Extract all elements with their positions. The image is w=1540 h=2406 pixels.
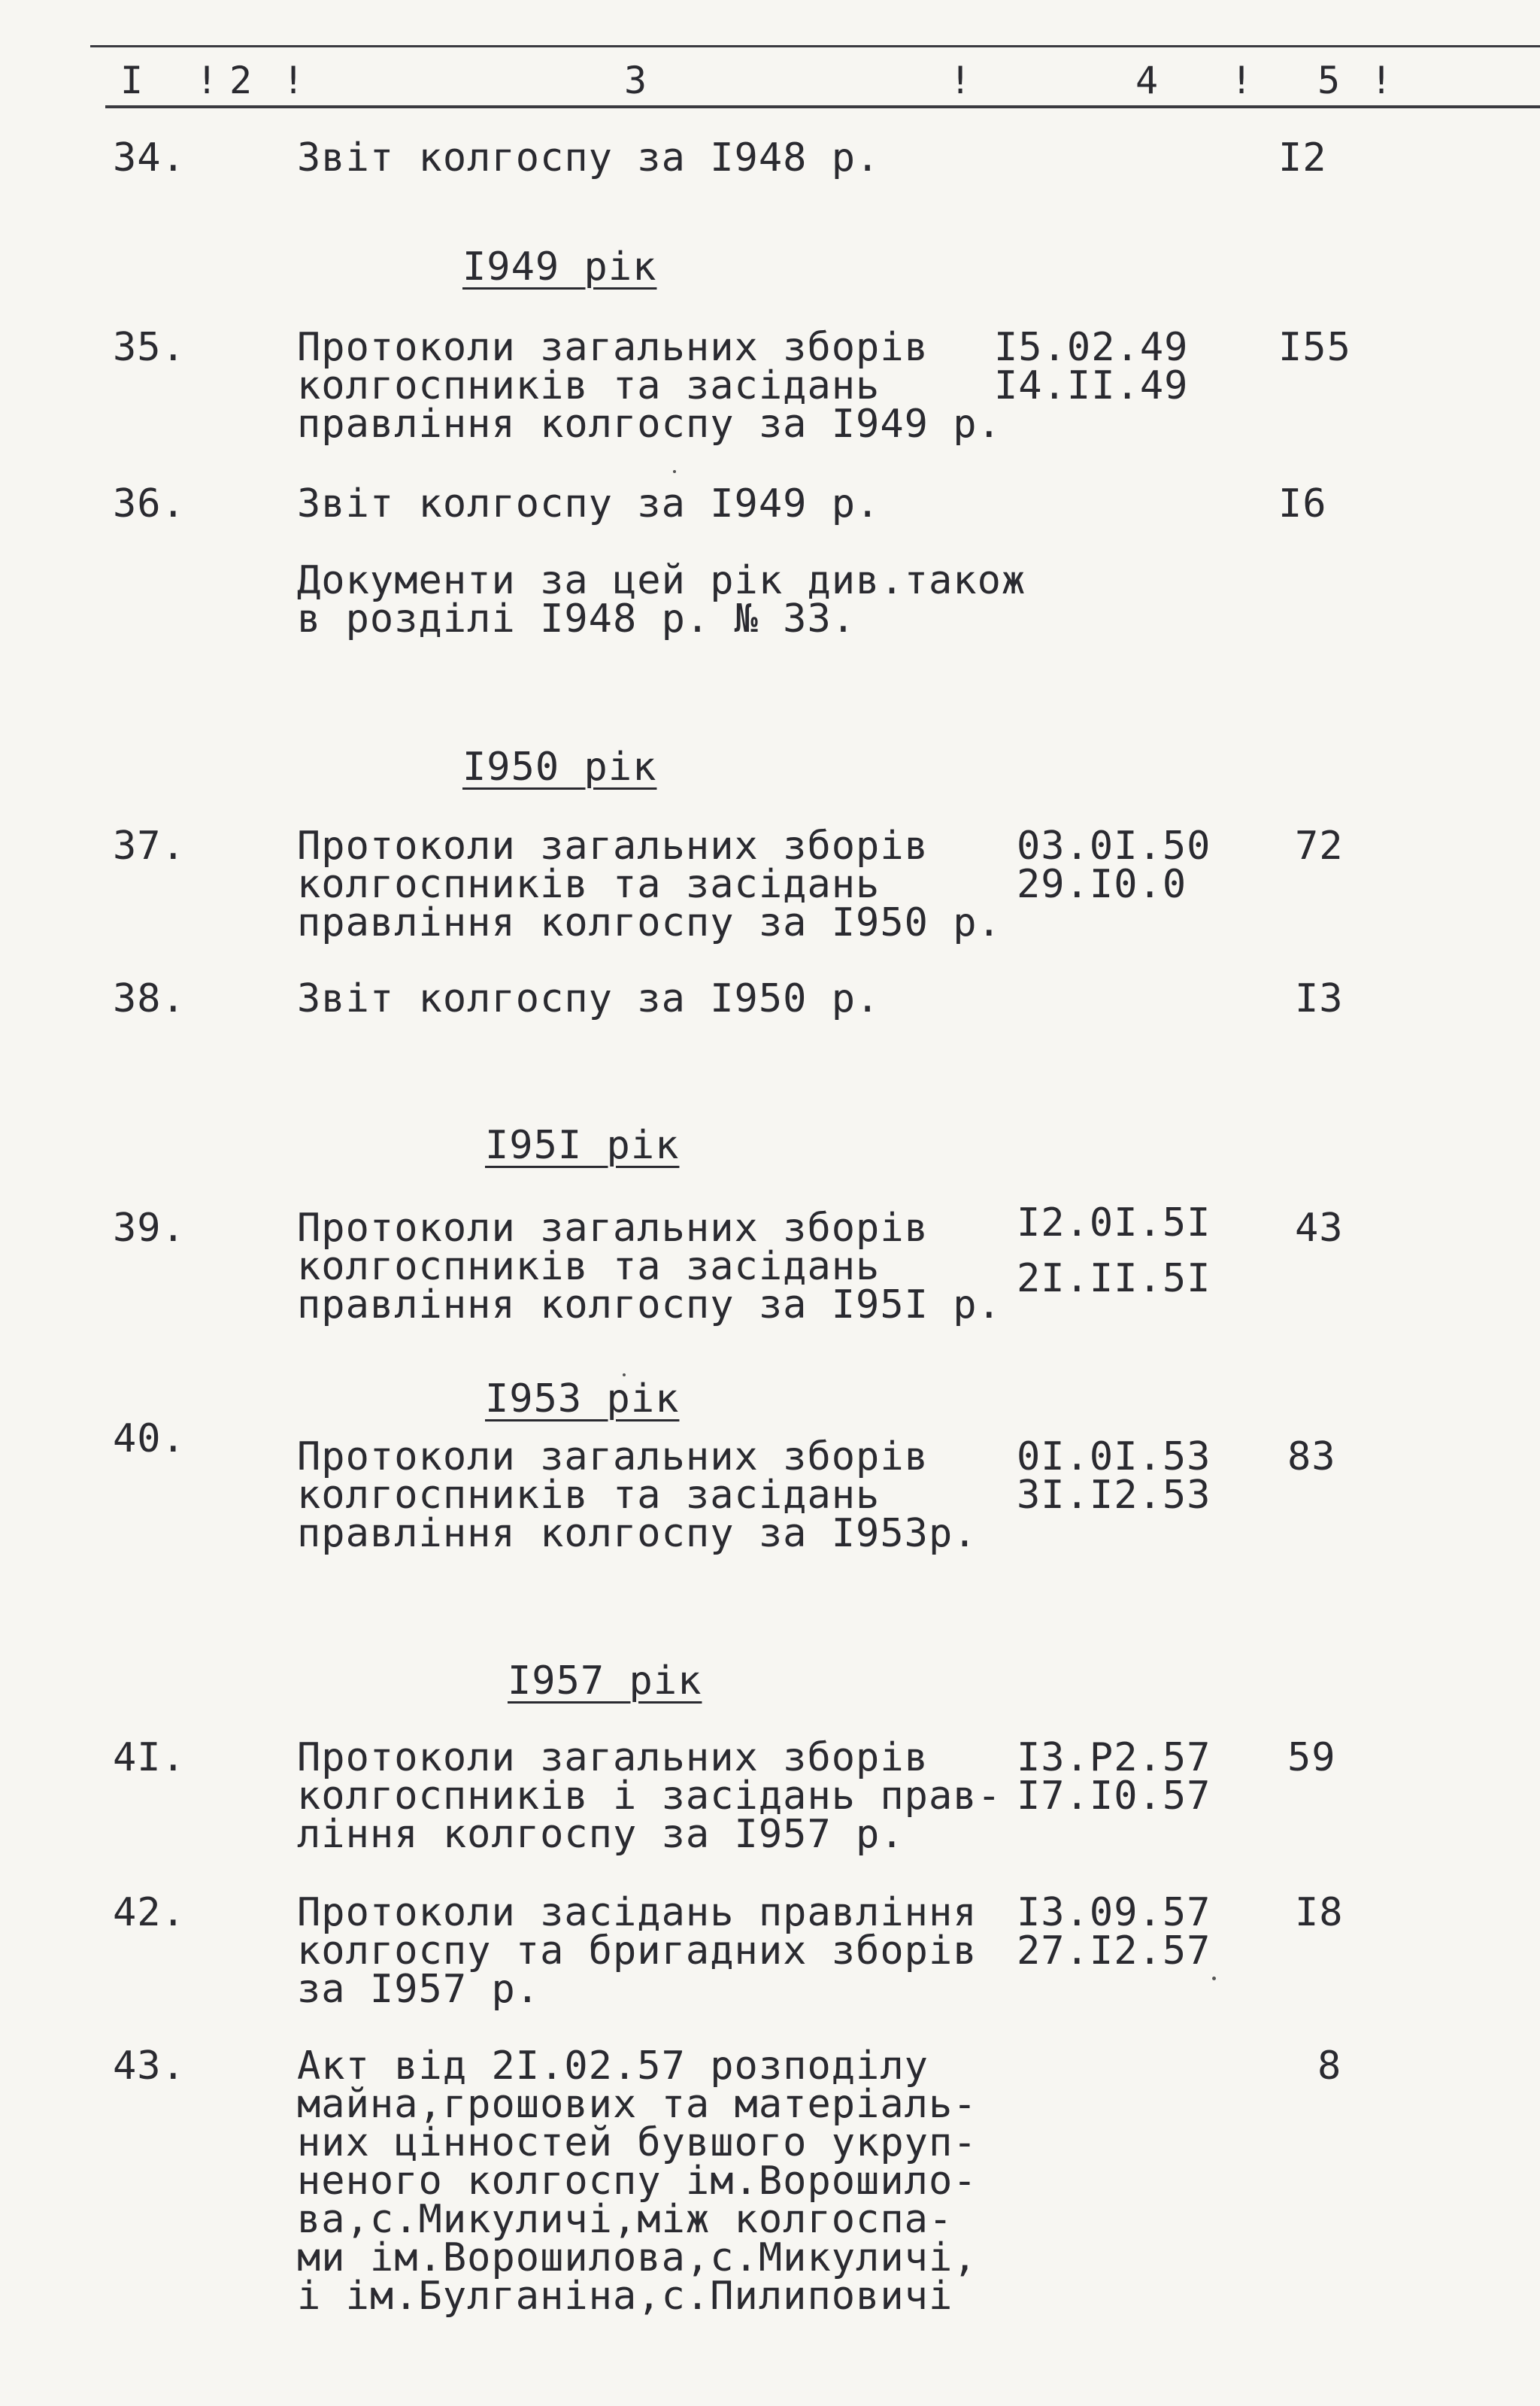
year-heading-1950: I950 рік xyxy=(462,745,657,790)
scan-speck xyxy=(673,470,676,473)
year-heading-1957: I957 рік xyxy=(508,1658,702,1704)
item-pages: 59 xyxy=(1287,1735,1336,1780)
item-number: 43. xyxy=(113,2043,186,2089)
header-col5: 5 xyxy=(1317,59,1341,102)
item-number: 36. xyxy=(113,481,186,526)
header-col4: 4 xyxy=(1135,59,1159,102)
item-pages: 43 xyxy=(1295,1206,1344,1251)
header-top-rule xyxy=(90,45,1540,47)
item-title: Протоколи засідань правління колгоспу та бригадних зборів за I957 р. xyxy=(297,1890,978,2012)
item-title: Протоколи загальних зборів колгоспників та засідань правління колгоспу за I95I р. xyxy=(297,1206,1002,1327)
item-title: Звіт колгоспу за I949 р. xyxy=(297,481,881,526)
year-heading-1949: I949 рік xyxy=(462,244,657,290)
item-number: 40. xyxy=(113,1416,186,1461)
item-number: 38. xyxy=(113,976,186,1021)
item-dates: I3.09.57 27.I2.57 xyxy=(1017,1890,1211,1974)
header-sep1: ! xyxy=(196,59,219,102)
item-title: Протоколи загальних зборів колгоспників та засідань правління колгоспу за I953р. xyxy=(297,1434,978,1556)
header-col1: I xyxy=(120,59,144,102)
scan-speck xyxy=(623,1373,626,1376)
item-pages: I6 xyxy=(1278,481,1327,526)
item-pages: I8 xyxy=(1295,1890,1344,1935)
item-pages: I3 xyxy=(1295,976,1344,1021)
header-col2: 2 xyxy=(229,59,253,102)
item-dates: 03.0I.50 29.I0.0 xyxy=(1017,824,1211,907)
item-number: 39. xyxy=(113,1206,186,1251)
scan-speck xyxy=(1212,1977,1216,1980)
item-pages: 8 xyxy=(1317,2043,1342,2089)
header-sep3: ! xyxy=(949,59,972,102)
header-col3: 3 xyxy=(624,59,647,102)
header-sep5: ! xyxy=(1370,59,1393,102)
item-pages: I55 xyxy=(1278,325,1351,370)
item-dates: I5.02.49 I4.II.49 xyxy=(994,325,1189,408)
item-title: Протоколи загальних зборів колгоспників та засідань правління колгоспу за I950 р. xyxy=(297,824,1002,945)
see-also-note: Документи за цей рік див.також в розділі I948 р. № 33. xyxy=(297,558,1026,642)
item-title: Звіт колгоспу за I950 р. xyxy=(297,976,881,1021)
item-title: Протоколи загальних зборів колгоспників та засідань правління колгоспу за I949 р. xyxy=(297,325,1002,447)
item-number: 35. xyxy=(113,325,186,370)
item-pages: 83 xyxy=(1287,1434,1336,1479)
item-number: 4I. xyxy=(113,1735,186,1780)
item-dates: I2.0I.5I 2I.II.5I xyxy=(1017,1200,1211,1301)
header-sep2: ! xyxy=(282,59,305,102)
item-pages: 72 xyxy=(1295,824,1344,869)
item-pages: I2 xyxy=(1278,135,1327,181)
item-title: Акт від 2I.02.57 розподілу майна,грошових та матеріаль- них цінностей бувшого укруп- неного колгоспу ім.Ворошило- ва,с.Микуличі,між колгоспа- ми ім.Ворошилова,с.Микуличі, і ім.Булганіна,с.Пилиповичі xyxy=(297,2043,978,2319)
item-number: 42. xyxy=(113,1890,186,1935)
item-dates: I3.P2.57 I7.I0.57 xyxy=(1017,1735,1211,1819)
item-number: 37. xyxy=(113,824,186,869)
year-heading-1953: I953 рік xyxy=(485,1376,680,1421)
item-dates: 0I.0I.53 3I.I2.53 xyxy=(1017,1434,1211,1518)
header-sep4: ! xyxy=(1230,59,1254,102)
item-title: Звіт колгоспу за I948 р. xyxy=(297,135,881,181)
item-title: Протоколи загальних зборів колгоспників і засідань прав- ління колгоспу за I957 р. xyxy=(297,1735,1002,1857)
item-number: 34. xyxy=(113,135,186,181)
header-bottom-rule xyxy=(105,105,1540,108)
year-heading-1951: I95I рік xyxy=(485,1123,680,1168)
